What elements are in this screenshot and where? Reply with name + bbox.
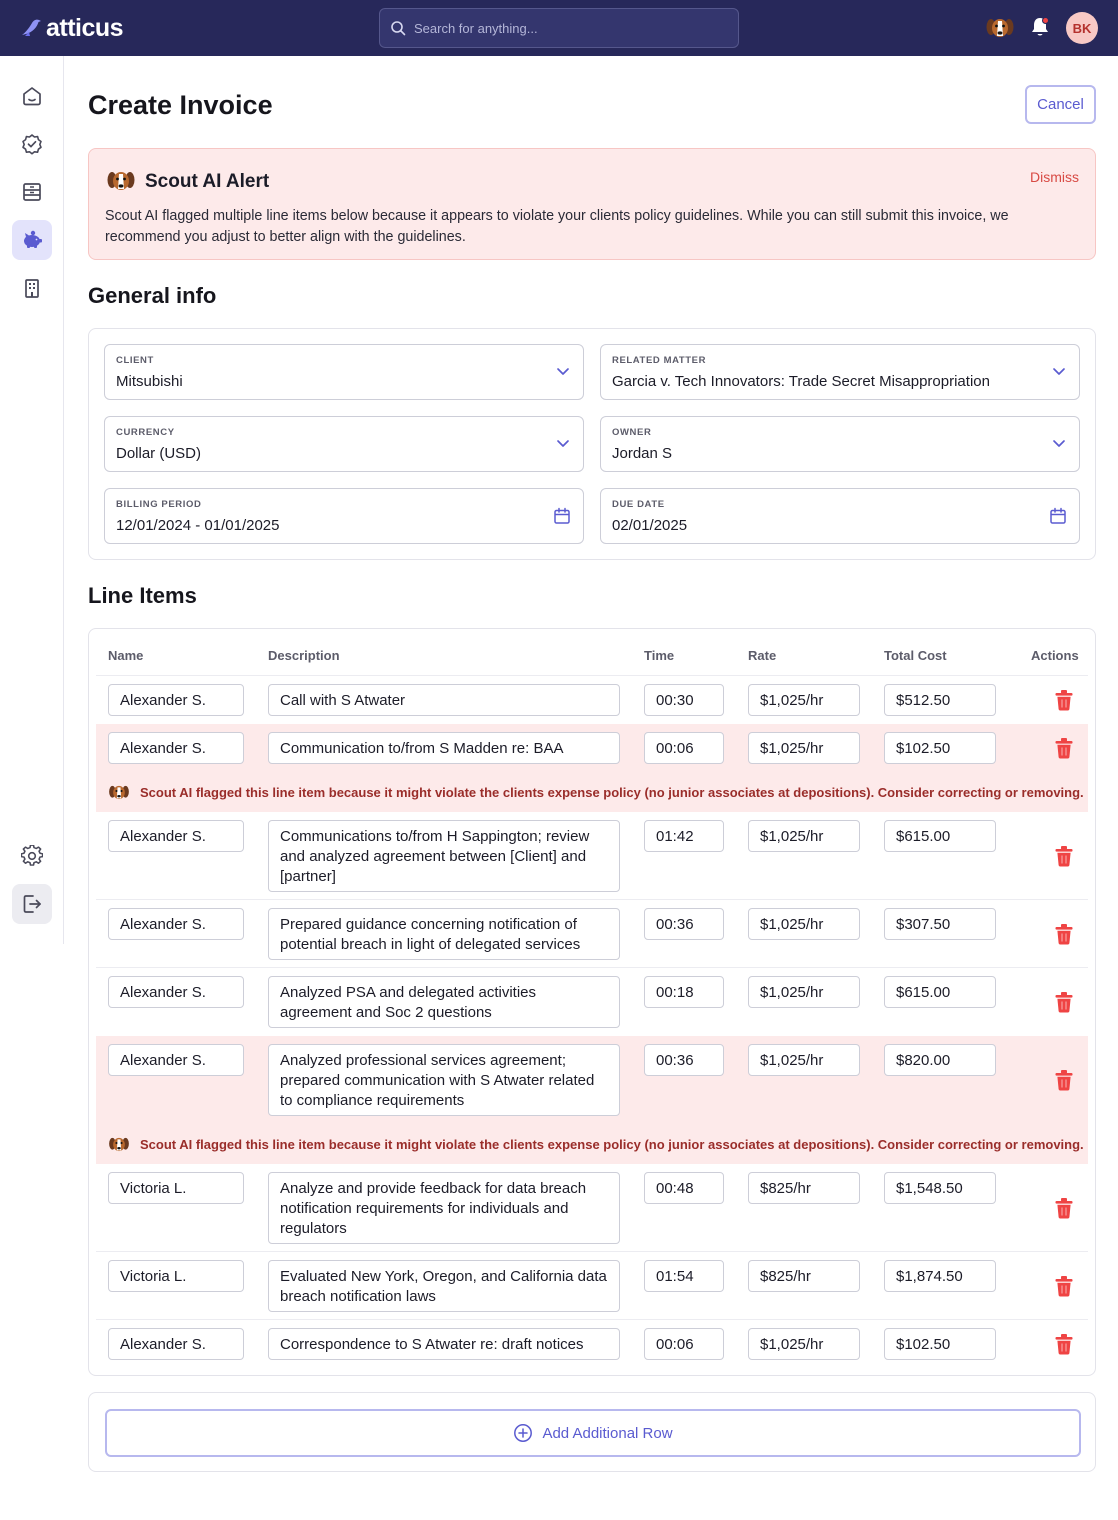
page-title: Create Invoice — [88, 90, 273, 120]
scout-dog-icon — [108, 1135, 130, 1154]
name-input[interactable]: Alexander S. — [108, 1328, 244, 1360]
rate-input[interactable]: $1,025/hr — [748, 732, 860, 764]
avatar[interactable]: BK — [1066, 12, 1098, 44]
time-input[interactable]: 00:06 — [644, 1328, 724, 1360]
cancel-button[interactable]: Cancel — [1025, 85, 1096, 124]
time-input[interactable]: 00:18 — [644, 976, 724, 1008]
total-cost-input[interactable]: $512.50 — [884, 684, 996, 716]
rate-input[interactable]: $1,025/hr — [748, 976, 860, 1008]
line-items-title: Line Items — [88, 583, 197, 608]
flag-message: Scout AI flagged this line item because it might violate the clients expense policy (no junior associates at depositions). Consider correcting or removing. — [140, 1137, 1084, 1152]
name-input[interactable]: Alexander S. — [108, 732, 244, 764]
time-input[interactable]: 01:42 — [644, 820, 724, 852]
time-input[interactable]: 00:36 — [644, 908, 724, 940]
trash-icon[interactable] — [1054, 1275, 1074, 1297]
logout-icon — [21, 893, 43, 915]
description-input[interactable]: Analyzed professional services agreement; prepared communication with S Atwater related to compliance requirements — [268, 1044, 620, 1116]
calendar-icon[interactable] — [553, 507, 571, 525]
calendar-icon[interactable] — [1049, 507, 1067, 525]
header-total-cost: Total Cost — [884, 648, 947, 663]
related-matter-label: RELATED MATTER — [612, 355, 707, 366]
time-input[interactable]: 00:36 — [644, 1044, 724, 1076]
table-row — [96, 1252, 1088, 1320]
sidebar-item-settings[interactable] — [12, 836, 52, 876]
currency-value: Dollar (USD) — [116, 445, 202, 462]
trash-icon[interactable] — [1054, 1069, 1074, 1091]
app-logo[interactable] — [20, 14, 123, 42]
total-cost-input[interactable]: $615.00 — [884, 820, 996, 852]
trash-icon[interactable] — [1054, 923, 1074, 945]
chevron-down-icon — [555, 435, 571, 451]
trash-icon[interactable] — [1054, 689, 1074, 711]
description-input[interactable]: Evaluated New York, Oregon, and California data breach notification laws — [268, 1260, 620, 1312]
name-input[interactable]: Victoria L. — [108, 1172, 244, 1204]
sidebar-item-tasks[interactable] — [12, 124, 52, 164]
header-actions: Actions — [1031, 648, 1079, 663]
alert-message: Scout AI flagged multiple line items below because it appears to violate your clients policy guidelines. While you can still submit this invoice, we recommend you adjust to better align with the guidelines. — [105, 208, 1009, 245]
client-select[interactable] — [104, 344, 584, 400]
owner-label: OWNER — [612, 427, 652, 438]
flag-message: Scout AI flagged this line item because it might violate the clients expense policy (no junior associates at depositions). Consider correcting or removing. — [140, 785, 1084, 800]
gear-icon — [21, 845, 43, 867]
time-input[interactable]: 00:06 — [644, 732, 724, 764]
total-cost-input[interactable]: $820.00 — [884, 1044, 996, 1076]
billing-period-field[interactable] — [104, 488, 584, 544]
currency-select[interactable] — [104, 416, 584, 472]
rate-input[interactable]: $825/hr — [748, 1172, 860, 1204]
top-bar — [0, 0, 1118, 56]
time-input[interactable]: 01:54 — [644, 1260, 724, 1292]
name-input[interactable]: Alexander S. — [108, 684, 244, 716]
name-input[interactable]: Alexander S. — [108, 976, 244, 1008]
related-matter-value: Garcia v. Tech Innovators: Trade Secret Misappropriation — [612, 373, 990, 390]
client-value: Mitsubishi — [116, 373, 183, 390]
rate-input[interactable]: $1,025/hr — [748, 1044, 860, 1076]
rate-input[interactable]: $1,025/hr — [748, 684, 860, 716]
table-row — [96, 812, 1088, 900]
billing-period-value: 12/01/2024 - 01/01/2025 — [116, 517, 280, 534]
piggy-bank-icon — [21, 229, 43, 251]
client-label: CLIENT — [116, 355, 154, 366]
time-input[interactable]: 00:30 — [644, 684, 724, 716]
related-matter-select[interactable] — [600, 344, 1080, 400]
table-row — [96, 968, 1088, 1036]
total-cost-input[interactable]: $102.50 — [884, 732, 996, 764]
sidebar-item-logout[interactable] — [12, 884, 52, 924]
table-row — [96, 1164, 1088, 1252]
total-cost-input[interactable]: $1,874.50 — [884, 1260, 996, 1292]
description-input[interactable]: Analyze and provide feedback for data breach notification requirements for individuals and regulators — [268, 1172, 620, 1244]
description-input[interactable]: Correspondence to S Atwater re: draft notices — [268, 1328, 620, 1360]
flag-note — [108, 1135, 1084, 1154]
table-row-flagged — [96, 1036, 1088, 1164]
search-bar[interactable] — [379, 8, 739, 48]
notification-dot — [1042, 17, 1049, 24]
rate-input[interactable]: $825/hr — [748, 1260, 860, 1292]
badge-check-icon — [21, 133, 43, 155]
general-info-title: General info — [88, 283, 217, 308]
chevron-down-icon — [1051, 435, 1067, 451]
description-input[interactable]: Call with S Atwater — [268, 684, 620, 716]
table-row-flagged — [96, 724, 1088, 812]
rate-input[interactable]: $1,025/hr — [748, 1328, 860, 1360]
total-cost-input[interactable]: $307.50 — [884, 908, 996, 940]
description-input[interactable]: Communication to/from S Madden re: BAA — [268, 732, 620, 764]
bird-logo-icon — [20, 18, 42, 38]
scout-ai-alert — [88, 148, 1096, 260]
sidebar — [0, 56, 64, 944]
header-time: Time — [644, 648, 675, 663]
currency-label: CURRENCY — [116, 427, 175, 438]
table-row — [96, 900, 1088, 968]
trash-icon[interactable] — [1054, 845, 1074, 867]
add-row-label: Add Additional Row — [542, 1424, 673, 1442]
sidebar-item-buildings[interactable] — [12, 268, 52, 308]
rate-input[interactable]: $1,025/hr — [748, 820, 860, 852]
header-name: Name — [108, 648, 144, 663]
trash-icon[interactable] — [1054, 991, 1074, 1013]
owner-select[interactable] — [600, 416, 1080, 472]
chevron-down-icon — [555, 363, 571, 379]
description-input[interactable]: Communications to/from H Sappington; review and analyzed agreement between [Client] and [partner] — [268, 820, 620, 892]
flag-note — [108, 783, 1084, 802]
trash-icon[interactable] — [1054, 1333, 1074, 1355]
rate-input[interactable]: $1,025/hr — [748, 908, 860, 940]
time-input[interactable]: 00:48 — [644, 1172, 724, 1204]
trash-icon[interactable] — [1054, 737, 1074, 759]
due-date-label: DUE DATE — [612, 499, 665, 510]
total-cost-input[interactable]: $615.00 — [884, 976, 996, 1008]
scout-dog-icon[interactable] — [986, 15, 1014, 41]
search-input[interactable] — [414, 21, 714, 36]
home-icon — [21, 85, 43, 107]
total-cost-input[interactable]: $102.50 — [884, 1328, 996, 1360]
description-input[interactable]: Analyzed PSA and delegated activities agreement and Soc 2 questions — [268, 976, 620, 1028]
app-name: atticus — [46, 14, 124, 42]
table-row — [96, 676, 1088, 724]
due-date-value: 02/01/2025 — [612, 517, 688, 534]
billing-period-label: BILLING PERIOD — [116, 499, 202, 510]
name-input[interactable]: Alexander S. — [108, 1044, 244, 1076]
archive-icon — [21, 181, 43, 203]
description-input[interactable]: Prepared guidance concerning notification of potential breach in light of delegated services — [268, 908, 620, 960]
owner-value: Jordan S — [612, 445, 673, 462]
table-row — [96, 1320, 1088, 1368]
sidebar-item-home[interactable] — [12, 76, 52, 116]
total-cost-input[interactable]: $1,548.50 — [884, 1172, 996, 1204]
dismiss-button[interactable]: Dismiss — [1030, 169, 1079, 185]
add-row-card — [88, 1392, 1096, 1472]
trash-icon[interactable] — [1054, 1197, 1074, 1219]
sidebar-item-archive[interactable] — [12, 172, 52, 212]
sidebar-item-billing[interactable] — [12, 220, 52, 260]
alert-title: Scout AI Alert — [145, 171, 270, 192]
search-icon — [390, 20, 406, 36]
header-description: Description — [268, 648, 340, 663]
general-info-card — [88, 328, 1096, 560]
scout-dog-icon — [106, 168, 136, 194]
scout-dog-icon — [108, 783, 130, 802]
header-rate: Rate — [748, 648, 777, 663]
building-icon — [21, 277, 43, 299]
due-date-field[interactable] — [600, 488, 1080, 544]
name-input[interactable]: Victoria L. — [108, 1260, 244, 1292]
plus-circle-icon — [513, 1423, 533, 1443]
add-row-button[interactable] — [105, 1409, 1081, 1457]
name-input[interactable]: Alexander S. — [108, 908, 244, 940]
chevron-down-icon — [1051, 363, 1067, 379]
name-input[interactable]: Alexander S. — [108, 820, 244, 852]
